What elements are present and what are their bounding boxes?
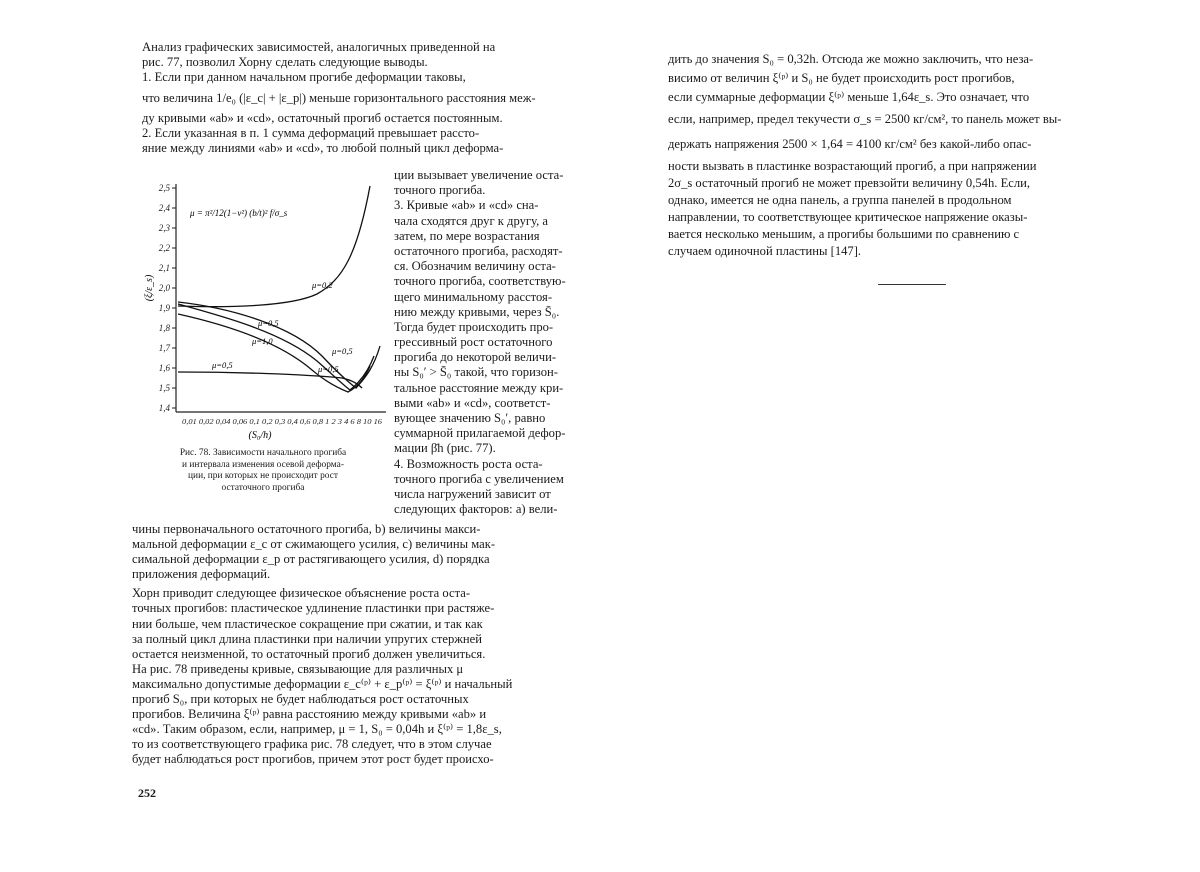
text-line: вается несколько меньшим, а прогибы большими по сравнению с — [668, 227, 1020, 241]
text-line: числа нагружений зависит от — [394, 486, 551, 501]
curve-mu-0-2 — [178, 186, 370, 307]
text-line: рис. 77, позволил Хорну сделать следующие выводы. — [142, 55, 428, 70]
text-line: 2σ_s остаточный прогиб не может превзойти величину 0,54h. Если, — [668, 176, 1031, 190]
y-tick: 1,8 — [158, 323, 170, 333]
bottom-paragraphs — [132, 522, 622, 768]
text-line: На рис. 78 приведены кривые, связывающие для различных μ — [132, 661, 464, 676]
text-line: точных прогибов: пластическое удлинение пластинки при растяже- — [132, 601, 495, 616]
text-line: суммарной прилагаемой дефор- — [394, 426, 566, 441]
y-tick: 1,5 — [158, 383, 170, 393]
text-line: прогиба до некоторой величи- — [394, 350, 557, 365]
curve-label: μ=1,0 — [252, 336, 273, 346]
text-line: симальной деформации ε_p от растягивающего усилия, d) порядка — [132, 552, 490, 567]
wrap-text-column — [394, 168, 624, 517]
text-line: прогибов. Величина ξ⁽ᵖ⁾ равна расстоянию между кривыми «ab» и — [132, 707, 487, 722]
y-tick: 2,3 — [158, 223, 170, 233]
text-line: прогиб S₀, при которых не будет наблюдаться рост остаточных — [132, 692, 469, 707]
text-line: случаем одиночной пластины [147]. — [668, 244, 862, 258]
figure-caption — [138, 448, 388, 494]
text-line: Хорн приводит следующее физическое объяснение роста оста- — [132, 586, 471, 601]
text-line: Тогда будет происходить про- — [394, 319, 554, 334]
text-line: приложения деформаций. — [132, 567, 271, 582]
text-line: максимально допустимые деформации ε_c⁽ᵖ⁾ + ε_p⁽ᵖ⁾ = ξ⁽ᵖ⁾ и начальный — [132, 676, 513, 691]
curve-label: μ=0,2 — [312, 280, 333, 290]
caption-line: остаточного прогиба — [221, 482, 305, 493]
text-line: 4. Возможность роста оста- — [394, 456, 543, 471]
text-line: что величина 1/e₀ (|ε_c| + |ε_p|) меньше горизонтального расстояния меж- — [142, 91, 536, 106]
text-line: то из соответствующего графика рис. 78 следует, что в этом случае — [132, 737, 492, 752]
page-number: 252 — [138, 786, 156, 800]
y-tick: 1,6 — [158, 363, 170, 373]
text-line: остаточного прогиба, расходят- — [394, 243, 563, 258]
figure-78-graph — [142, 176, 392, 446]
text-line: если, например, предел текучести σ_s = 2500 кг/см², то панель может вы- — [668, 112, 1062, 126]
y-tick: 2,2 — [158, 243, 170, 253]
caption-line: и интервала изменения осевой деформа- — [182, 459, 344, 470]
formula: μ = π²/12(1−ν²) (b/t)² f/σ_s — [190, 208, 288, 218]
text-line: ции вызывает увеличение оста- — [394, 168, 564, 182]
text-line: «cd». Таким образом, если, например, μ = 1, S₀ = 0,04h и ξ⁽ᵖ⁾ = 1,8ε_s, — [132, 722, 502, 737]
text-line: держать напряжения 2500 × 1,64 = 4100 кг/см² без какой-либо опас- — [668, 137, 1032, 151]
right-page — [668, 0, 1152, 872]
text-line: точного прогиба с увеличением — [394, 471, 564, 486]
y-tick: 2,5 — [158, 183, 170, 193]
caption-line: Рис. 78. Зависимости начального прогиба — [179, 448, 347, 458]
text-line: тальное расстояние между кри- — [394, 380, 564, 395]
end-divider — [878, 284, 946, 285]
y-tick: 2,0 — [158, 283, 170, 293]
text-line: дить до значения S₀ = 0,32h. Отсюда же можно заключить, что неза- — [668, 52, 1034, 66]
text-line: будет наблюдаться рост прогибов, причем этот рост будет происхо- — [132, 752, 494, 767]
text-line: нии больше, чем пластическое сокращение при сжатии, и так как — [132, 616, 483, 631]
x-axis-label: (S₀/h) — [248, 430, 272, 441]
text-line: 3. Кривые «ab» и «cd» сна- — [394, 198, 539, 213]
text-line: чины первоначального остаточного прогиба, b) величины макси- — [132, 522, 481, 536]
text-line: затем, по мере возрастания — [394, 228, 540, 243]
y-axis-label: (ξ/ε_s) — [144, 274, 155, 302]
curve-label: μ=0,5 — [212, 360, 233, 370]
text-line: остается неизменной, то остаточный прогиб должен увеличиться. — [132, 646, 486, 661]
text-line: нию между кривыми, через S̄₀. — [394, 304, 560, 319]
text-line: яние между линиями «ab» и «cd», то любой полный цикл деформа- — [142, 141, 504, 156]
text-line: за полный цикл длина пластинки при наличии упругих стержней — [132, 631, 483, 646]
text-line: выми «ab» и «cd», соответст- — [394, 395, 551, 410]
text-line: ности вызвать в пластинке возрастающий прогиб, а при напряжении — [668, 159, 1037, 173]
text-line: чала сходятся друг к другу, а — [394, 213, 548, 228]
text-line: мальной деформации ε_c от сжимающего усилия, c) величины мак- — [132, 537, 496, 552]
text-line: грессивный рост остаточного — [394, 335, 553, 350]
text-line: висимо от величин ξ⁽ᵖ⁾ и S₀ не будет происходить рост прогибов, — [668, 71, 1015, 85]
text-line: ду кривыми «ab» и «cd», остаточный прогиб остается постоянным. — [142, 111, 503, 126]
x-tick-labels: 0,01 0,02 0,04 0,06 0,1 0,2 0,3 0,4 0,6 0,8 1 2 3 4 6 8 10 16 — [182, 418, 383, 426]
text-line: 1. Если при данном начальном прогибе деформации таковы, — [142, 70, 466, 85]
text-line: вующее значению S₀′, равно — [394, 411, 546, 425]
text-line: направлении, то соответствующее критическое напряжение оказы- — [668, 210, 1028, 224]
curve-label: μ=0,5 — [318, 364, 339, 374]
y-tick: 1,9 — [158, 303, 170, 313]
top-paragraphs — [142, 40, 622, 157]
text-line: мации β̄h (рис. 77). — [394, 441, 496, 456]
y-tick: 2,1 — [158, 263, 170, 273]
text-line: однако, имеется не одна панель, а группа панелей в продольном — [668, 193, 1012, 207]
text-line: если суммарные деформации ξ⁽ᵖ⁾ меньше 1,64ε_s. Это означает, что — [668, 90, 1030, 104]
text-line: щего минимальному расстоя- — [394, 289, 553, 304]
right-paragraph — [668, 50, 1152, 259]
text-line: ны S₀′ > S̄₀ такой, что горизон- — [394, 365, 558, 380]
y-tick: 1,7 — [158, 343, 170, 353]
text-line: следующих факторов: а) вели- — [394, 502, 558, 517]
y-tick: 2,4 — [158, 203, 170, 213]
left-page — [132, 0, 622, 872]
curve-label: μ=0,5 — [332, 346, 353, 356]
text-line: точного прогиба, соответствую- — [394, 274, 566, 289]
text-line: Анализ графических зависимостей, аналогичных приведенной на — [142, 40, 496, 54]
text-line: ся. Обозначим величину оста- — [394, 259, 556, 274]
text-line: 2. Если указанная в п. 1 сумма деформаций превышает рассто- — [142, 126, 480, 141]
curve-mu-0-5 — [178, 302, 380, 388]
curve-label: μ=0,5 — [258, 318, 279, 328]
y-tick: 1,4 — [158, 403, 170, 413]
caption-line: ции, при которых не происходит рост — [188, 471, 338, 481]
text-line: точного прогиба. — [394, 183, 486, 198]
figure-78 — [142, 176, 392, 446]
